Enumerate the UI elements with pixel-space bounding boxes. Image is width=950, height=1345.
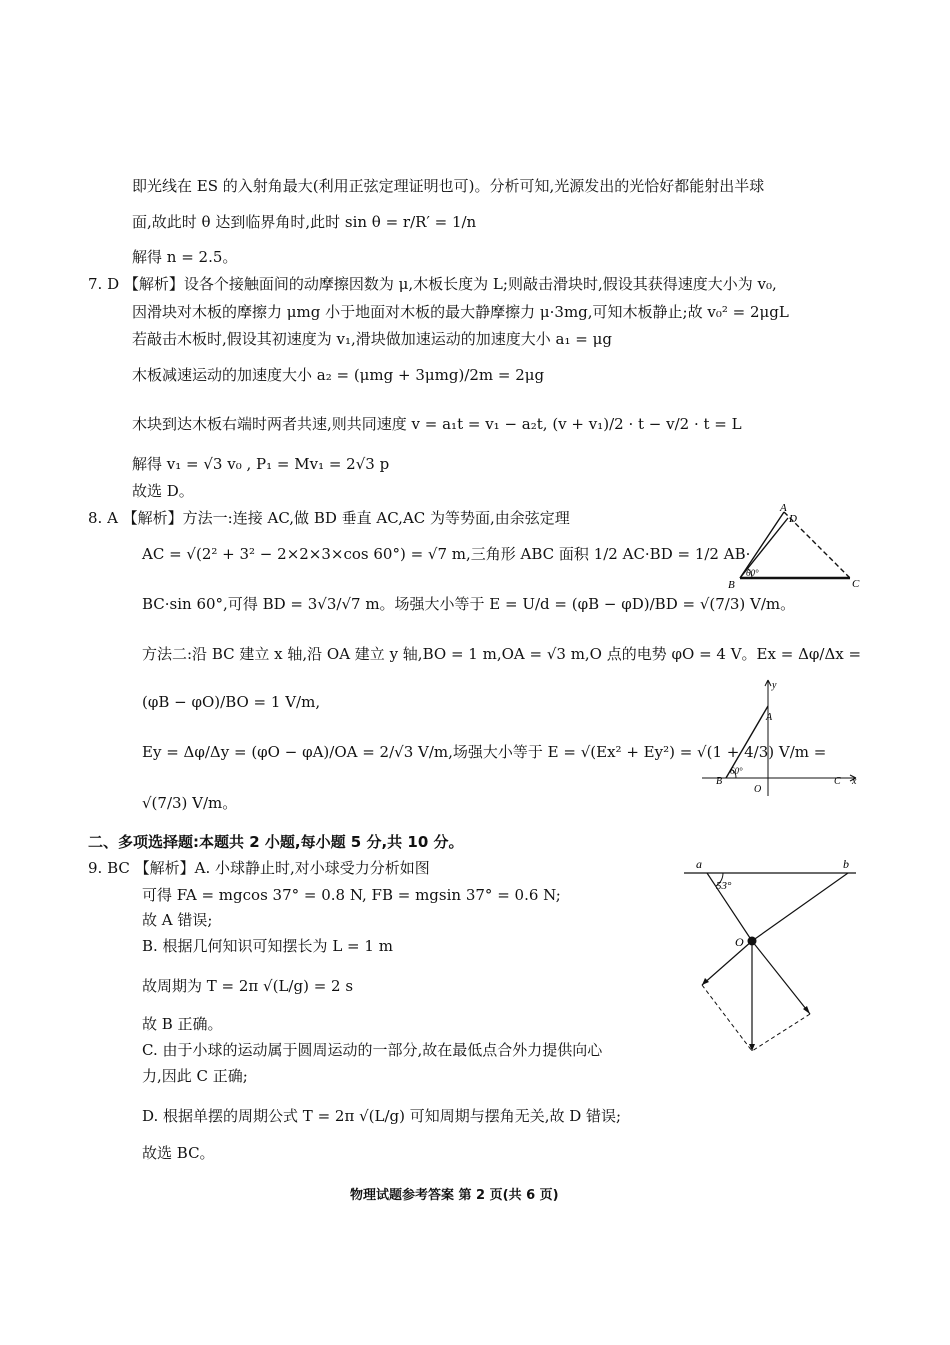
string-b bbox=[752, 873, 848, 941]
q7-line-5: 木块到达木板右端时两者共速,则共同速度 v = a₁t = v₁ − a₂t, (v + v₁)/2 · t − v/2 · t = L bbox=[132, 415, 742, 433]
label-c2: C bbox=[834, 776, 841, 787]
q6-line-3: 解得 n = 2.5。 bbox=[132, 248, 238, 266]
q7-line-7: 故选 D。 bbox=[132, 482, 194, 500]
q9-line-6: 故 B 正确。 bbox=[142, 1015, 223, 1033]
q8-line-2: AC = √(2² + 3² − 2×2×3×cos 60°) = √7 m,三角形 ABC 面积 1/2 AC·BD = 1/2 AB· bbox=[142, 545, 751, 563]
label-a: A bbox=[780, 502, 787, 514]
coordinate-figure bbox=[696, 676, 864, 800]
force-fb-arrow bbox=[752, 941, 810, 1014]
q9-line-4: B. 根据几何知识可知摆长为 L = 1 m bbox=[142, 937, 393, 955]
label-d: D bbox=[789, 513, 797, 525]
q8-line-5: (φB − φO)/BO = 1 V/m, bbox=[142, 693, 321, 711]
angle-label-53: 53° bbox=[716, 880, 732, 892]
q8-line-4: 方法二:沿 BC 建立 x 轴,沿 OA 建立 y 轴,BO = 1 m,OA = √3 m,O 点的电势 φO = 4 V。Ex = Δφ/Δx = bbox=[142, 645, 862, 663]
label-c: C bbox=[852, 578, 860, 590]
section-2-heading: 二、多项选择题:本题共 2 小题,每小题 5 分,共 10 分。 bbox=[88, 833, 464, 851]
q9-line-9: D. 根据单摆的周期公式 T = 2π √(L/g) 可知周期与摆角无关,故 D 错误; bbox=[142, 1107, 622, 1125]
q7-line-4: 木板减速运动的加速度大小 a₂ = (μmg + 3μmg)/2m = 2μg bbox=[132, 366, 545, 384]
dash-1 bbox=[702, 985, 752, 1051]
angle-label2: 60° bbox=[730, 766, 743, 776]
force-fa-arrow bbox=[702, 941, 752, 985]
label-o: O bbox=[754, 784, 762, 795]
label-b: B bbox=[728, 579, 735, 591]
q9-line-7: C. 由于小球的运动属于圆周运动的一部分,故在最低点合外力提供向心 bbox=[142, 1041, 603, 1059]
q7-line-1: 7. D 【解析】设各个接触面间的动摩擦因数为 μ,木板长度为 L;则敲击滑块时,假设其获得速度大小为 v₀, bbox=[88, 275, 777, 293]
q6-line-1: 即光线在 ES 的入射角最大(利用正弦定理证明也可)。分析可知,光源发出的光恰好都能射出半球 bbox=[132, 177, 765, 195]
q9-line-8: 力,因此 C 正确; bbox=[142, 1067, 248, 1085]
q9-line-5: 故周期为 T = 2π √(L/g) = 2 s bbox=[142, 977, 354, 995]
pendulum-force-figure bbox=[680, 854, 860, 1058]
label-x: x bbox=[852, 776, 857, 787]
angle-label: 60° bbox=[746, 568, 759, 578]
label-a2: A bbox=[766, 712, 773, 723]
q8-line-3: BC·sin 60°,可得 BD = 3√3/√7 m。场强大小等于 E = U/d = (φB − φD)/BD = √(7/3) V/m。 bbox=[142, 595, 796, 613]
label-a3: a bbox=[696, 857, 702, 871]
q7-line-2: 因滑块对木板的摩擦力 μmg 小于地面对木板的最大静摩擦力 μ·3mg,可知木板静止;故 v₀² = 2μgL bbox=[132, 303, 789, 321]
q9-line-2: 可得 FA = mgcos 37° = 0.8 N, FB = mgsin 37° = 0.6 N; bbox=[142, 886, 561, 904]
page-footer: 物理试题参考答案 第 2 页(共 6 页) bbox=[350, 1188, 559, 1203]
dash-2 bbox=[752, 1014, 810, 1051]
q8-line-6: Ey = Δφ/Δy = (φO − φA)/OA = 2/√3 V/m,场强大小等于 E = √(Ex² + Ey²) = √(1 + 4/3) V/m = bbox=[142, 743, 827, 761]
label-y: y bbox=[772, 680, 777, 691]
q8-line-7: √(7/3) V/m。 bbox=[142, 794, 238, 812]
label-b3: b bbox=[843, 857, 849, 871]
q8-line-1: 8. A 【解析】方法一:连接 AC,做 BD 垂直 AC,AC 为等势面,由余弦定理 bbox=[88, 509, 570, 527]
q9-line-3: 故 A 错误; bbox=[142, 911, 213, 929]
q7-line-6: 解得 v₁ = √3 v₀ , P₁ = Mv₁ = 2√3 p bbox=[132, 455, 390, 473]
label-b2: B bbox=[716, 776, 723, 787]
q9-line-10: 故选 BC。 bbox=[142, 1144, 215, 1162]
q7-line-3: 若敲击木板时,假设其初速度为 v₁,滑块做加速运动的加速度大小 a₁ = μg bbox=[132, 330, 612, 348]
label-o3: O bbox=[735, 935, 744, 949]
triangle-abc-figure bbox=[722, 502, 870, 594]
q6-line-2: 面,故此时 θ 达到临界角时,此时 sin θ = r/R′ = 1/n bbox=[132, 213, 477, 231]
q9-line-1: 9. BC 【解析】A. 小球静止时,对小球受力分析如图 bbox=[88, 859, 430, 877]
